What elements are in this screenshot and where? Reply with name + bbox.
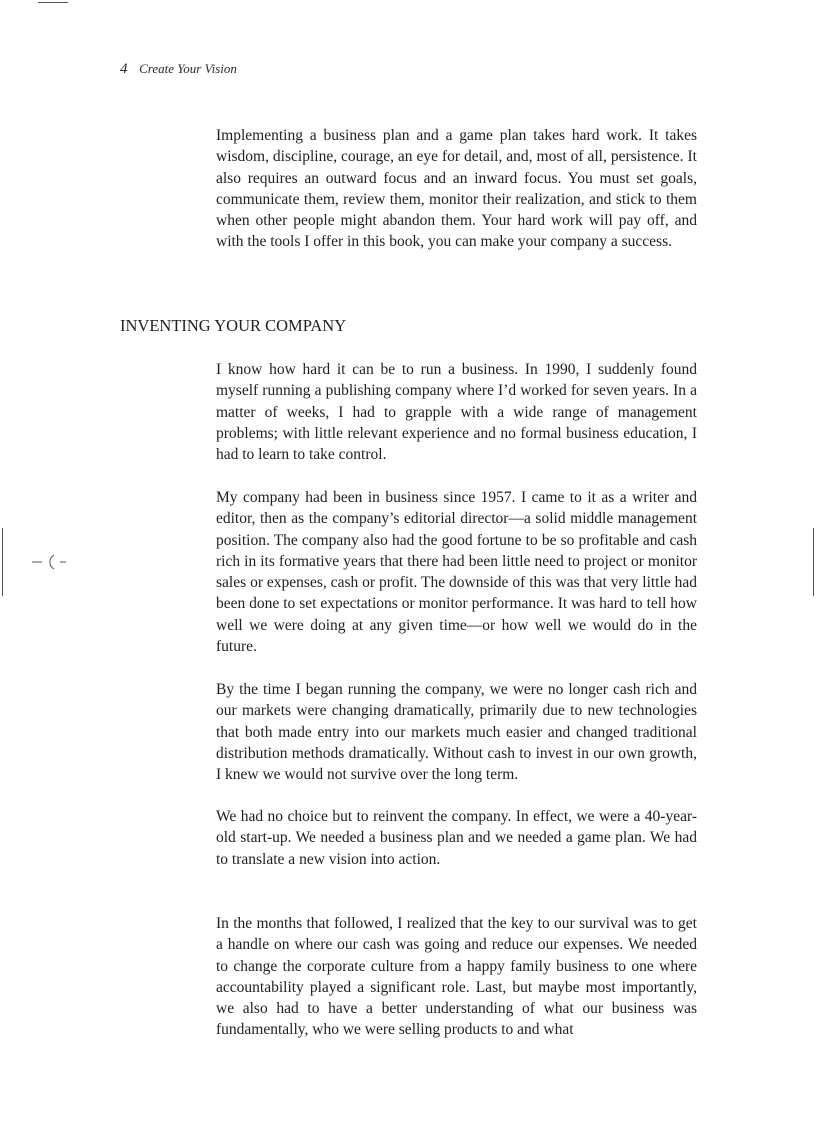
crop-mark-left [2, 528, 3, 596]
running-head [120, 61, 237, 78]
crop-mark-right [813, 528, 814, 596]
paragraph-text: By the time I began running the company, we were no longer cash rich and our markets were changing dramatically, primarily due to new technologies that both made entry into our markets much easier and changed traditional distribution methods dramatically. Without cash to invest in our own growth, I knew we would not survive over the long term. [216, 681, 697, 784]
crop-mark-top [38, 0, 68, 3]
paragraph [216, 913, 697, 1041]
paragraph-text: Implementing a business plan and a game plan takes hard work. It takes wisdom, discipline, courage, an eye for detail, and, most of all, persistence. It also requires an outward focus and an inward focus. You must set goals, communicate them, review them, monitor their realization, and stick to them when other people might abandon them. Your hard work will pay off, and with the tools I offer in this book, you can make your company a success. [216, 127, 697, 251]
paragraph [216, 359, 697, 465]
paragraph [216, 806, 697, 870]
paragraph-text: I know how hard it can be to run a business. In 1990, I suddenly found myself running a publishing company where I’d worked for seven years. In a matter of weeks, I had to grapple with a wide range of management problems; with little relevant experience and no formal business education, I had to learn to take control. [216, 361, 697, 464]
registration-mark-icon [32, 550, 72, 574]
page-number: 4 [120, 61, 128, 77]
section-heading: INVENTING YOUR COMPANY [120, 316, 347, 335]
paragraph [216, 487, 697, 657]
paragraph-text: In the months that followed, I realized that the key to our survival was to get a handle on where our cash was going and reduce our expenses. We needed to change the corporate culture from a happy family business to one where accountability played a significant role. Last, but maybe most importantly, we also had to have a better understanding of what our business was fundamentally, who we were selling products to and what [216, 915, 697, 1039]
paragraph [216, 679, 697, 785]
paragraph-text: My company had been in business since 1957. I came to it as a writer and editor, then as the company’s editorial director—a solid middle management position. The company also had the good fortune to be so profitable and cash rich in its formative years that there had been little need to project or monitor sales or expenses, cash or profit. The downside of this was that very little had been done to set expectations or monitor performance. It was hard to tell how well we were doing at any given time—or how well we would do in the future. [216, 489, 697, 656]
running-head-title: Create Your Vision [139, 61, 237, 76]
paragraph [216, 125, 697, 253]
paragraph-text: We had no choice but to reinvent the company. In effect, we were a 40-year-old start-up. We needed a business plan and we needed a game plan. We had to translate a new vision into action. [216, 808, 697, 868]
